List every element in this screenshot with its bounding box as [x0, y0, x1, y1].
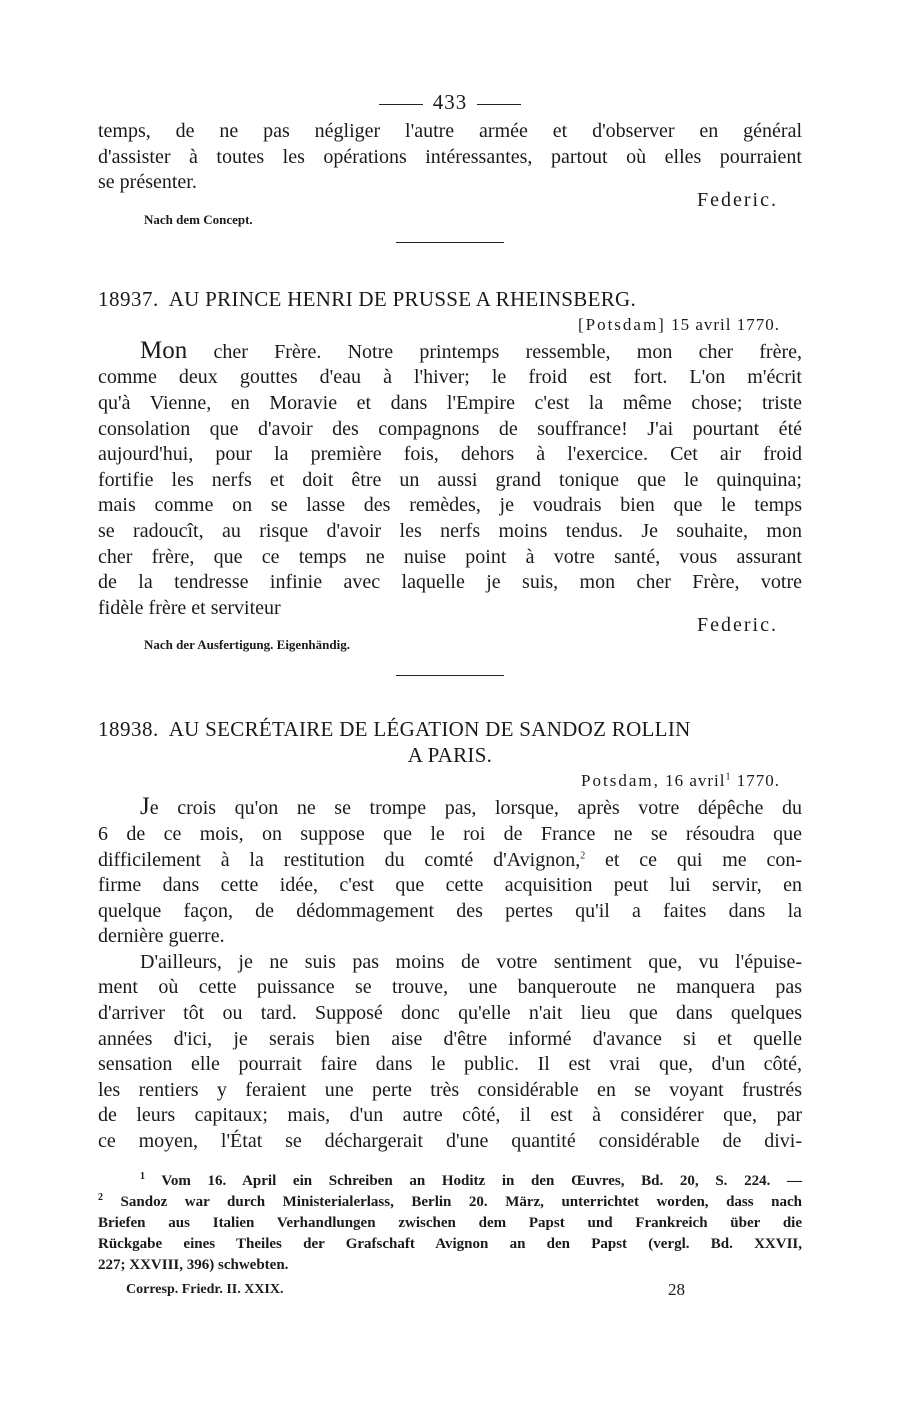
letter-opening: J — [140, 793, 150, 821]
letter-line: les rentiers y feraient une perte très considérable en se voyant frustrés — [98, 1078, 802, 1101]
letter-dateline — [98, 768, 802, 794]
page — [98, 86, 802, 1302]
letter-line: ce moyen, l'État se déchargerait d'une quantité considérable de divi- — [98, 1130, 802, 1153]
letter-18937 — [98, 286, 802, 656]
letter-line: sensation elle pourrait faire dans le public. Il est vrai que, d'un côté, — [98, 1053, 802, 1076]
letter-line: 6 de ce mois, on suppose que le roi de France ne se résoudra que — [98, 822, 802, 845]
letter-line-text: e crois qu'on ne se trompe pas, lorsque, après votre dépêche du — [149, 797, 802, 820]
letter-heading — [98, 286, 802, 312]
prev-letter — [98, 119, 802, 230]
letter-line: D'ailleurs, je ne suis pas moins de votre sentiment que, vu l'épuise- — [140, 950, 802, 973]
footnote-text: Sandoz war durch Ministerialerlass, Berlin 20. März, unterrichtet worden, dass nach — [103, 1193, 802, 1210]
letter-line: aujourd'hui, pour la première fois, dehors à l'exercice. Cet air froid — [98, 443, 802, 466]
prev-letter-line: d'assister à toutes les opérations intéressantes, partout où elles pourraient — [98, 145, 802, 168]
prev-letter-source: Nach dem Concept. — [144, 211, 253, 227]
footnote-ref: 2 — [580, 849, 586, 861]
footnote-line: Briefen aus Italien Verhandlungen zwischen dem Papst und Frankreich über die — [98, 1214, 802, 1231]
letter-date-year: 1770. — [736, 771, 780, 791]
letter-18938 — [98, 716, 802, 1154]
page-number: 433 — [432, 90, 468, 114]
letter-line: fidèle frère et serviteur — [98, 596, 281, 619]
letter-line: comme deux gouttes d'eau à l'hiver; le froid est fort. L'on m'écrit — [98, 366, 802, 389]
letter-line-text: cher Frère. Notre printemps ressemble, mon cher frère, — [187, 340, 802, 363]
letter-line: se radoucît, au risque d'avoir les nerfs moins tendus. Je souhaite, mon — [98, 519, 802, 542]
letter-source: Nach der Ausfertigung. Eigenhändig. — [144, 637, 350, 653]
letter-line: consolation que d'avoir des compagnons de souffrance! J'ai pourtant été — [98, 417, 802, 440]
letter-line — [98, 848, 802, 874]
footer-title: Corresp. Friedr. II. XXIX. — [126, 1281, 284, 1297]
letter-addressee: AU PRINCE HENRI DE PRUSSE A RHEINSBERG. — [168, 286, 637, 311]
letter-line-text: et ce qui me con- — [585, 848, 802, 871]
letter-line: d'arriver tôt ou tard. Supposé donc qu'elle n'ait lieu que dans quelques — [98, 1002, 802, 1025]
letter-date: 15 avril 1770. — [671, 314, 780, 334]
letter-signature: Federic. — [697, 614, 778, 637]
footnote-text: Vom 16. April ein Schreiben an Hoditz in den Œuvres, Bd. 20, S. 224. — — [145, 1172, 802, 1189]
dash-right — [477, 104, 521, 105]
letter-addressee: AU SECRÉTAIRE DE LÉGATION DE SANDOZ ROLLIN — [168, 717, 691, 742]
letter-opening: Mon — [140, 336, 188, 364]
prev-letter-signature: Federic. — [697, 188, 778, 211]
letter-line: quelque façon, de dédommagement des pertes qu'il a faites dans la — [98, 899, 802, 922]
letter-line: qu'à Vienne, en Moravie et dans l'Empire c'est la même chose; triste — [98, 391, 802, 414]
letter-heading — [98, 716, 802, 742]
footnote-line: Rückgabe eines Theiles der Grafschaft Avignon an den Papst (vergl. Bd. XXVII, — [98, 1235, 802, 1252]
page-number-header — [98, 85, 802, 119]
letter-line: firme dans cette idée, c'est que cette acquisition peut lui servir, en — [98, 874, 802, 897]
footnote-mark: 2 — [98, 1191, 103, 1203]
letter-number: 18937. — [98, 286, 159, 311]
letter-line — [98, 794, 802, 822]
footnote-ref: 1 — [725, 771, 732, 783]
dash-left — [379, 104, 423, 105]
letter-number: 18938. — [98, 717, 159, 742]
letter-dateline — [98, 312, 802, 338]
letter-date-day: 16 avril — [665, 771, 726, 791]
letter-line: années d'ici, je serais bien aise d'être informé d'avance si et quelle — [98, 1027, 802, 1050]
footnote-2 — [98, 1192, 802, 1213]
letter-line: fortifie les nerfs et doit être un aussi grand tonique que le quinquina; — [98, 468, 802, 491]
footnotes — [98, 1171, 802, 1276]
footnote-mark: 1 — [140, 1170, 145, 1182]
letter-line: mais comme on se lasse des remèdes, je voudrais bien que le temps — [98, 494, 802, 517]
letter-line — [98, 338, 802, 366]
signature-mark: 28 — [668, 1279, 685, 1299]
footnote-1 — [98, 1171, 802, 1192]
letter-place: [Potsdam] — [577, 314, 666, 334]
prev-letter-line: temps, de ne pas négliger l'autre armée et d'observer en général — [98, 120, 802, 142]
footnote-line: 227; XXVIII, 396) schwebten. — [98, 1256, 289, 1273]
letter-line: dernière guerre. — [98, 925, 225, 948]
letter-place: Potsdam, — [581, 771, 660, 791]
letter-line: de la tendresse infinie avec laquelle je suis, mon cher Frère, votre — [98, 571, 802, 594]
letter-line: ment où cette puissance se trouve, une banqueroute ne manquera pas — [98, 976, 802, 999]
page-footer — [98, 1278, 802, 1302]
letter-addressee-line2: A PARIS. — [407, 743, 493, 768]
letter-line-text: difficilement à la restitution du comté d'Avignon, — [98, 848, 581, 871]
letter-line: de leurs capitaux; mais, d'un autre côté, il est à considérer que, par — [98, 1104, 802, 1127]
prev-letter-line: se présenter. — [98, 171, 197, 194]
letter-line: cher frère, que ce temps ne nuise point à votre santé, vous assurant — [98, 545, 802, 568]
